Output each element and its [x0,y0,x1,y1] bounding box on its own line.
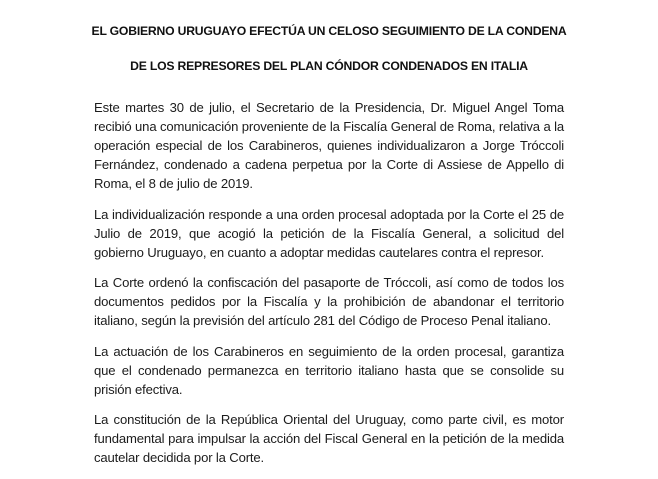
paragraph-procedural-order: La individualización responde a una orden procesal adoptada por la Corte el 25 de Julio de 2019, que acogió la petición de la Fiscalía General, a solicitud del gobierno Uruguayo, en cuanto a adoptar medidas cautelares contra el represor. [94,206,564,260]
paragraph-passport-confiscation: La Corte ordenó la confiscación del pasaporte de Tróccoli, así como de todos los documentos pedidos por la Fiscalía y la prohibición de abandonar el territorio italiano, según la previsión del artículo 281 del Código de Proceso Penal italiano. [94,275,564,328]
paragraph-civil-party: La constitución de la República Oriental del Uruguay, como parte civil, es motor fundamental para impulsar la acción del Fiscal General en la petición de la medida cautelar decidida por la Corte. [94,412,564,465]
paragraph-carabineros-action: La actuación de los Carabineros en seguimiento de la orden procesal, garantiza que el condenado permanezca en territorio italiano hasta que se consolide su prisión efectiva. [94,343,564,397]
document-title-line-2: DE LOS REPRESORES DEL PLAN CÓNDOR CONDENADOS EN ITALIA [130,59,528,73]
paragraph-announcement: Este martes 30 de julio, el Secretario de la Presidencia, Dr. Miguel Angel Toma recibió una comunicación proveniente de la Fiscalía General de Roma, relativa a la operación especial de los Carabineros, quienes individualizaron a Jorge Tróccoli Fernández, condenado a cadena perpetua por la Corte di Assiese de Appello di Roma, el 8 de julio de 2019. [94,100,564,191]
document-title-line-1: EL GOBIERNO URUGUAYO EFECTÚA UN CELOSO SEGUIMIENTO DE LA CONDENA [91,24,567,38]
document-body [94,98,564,479]
